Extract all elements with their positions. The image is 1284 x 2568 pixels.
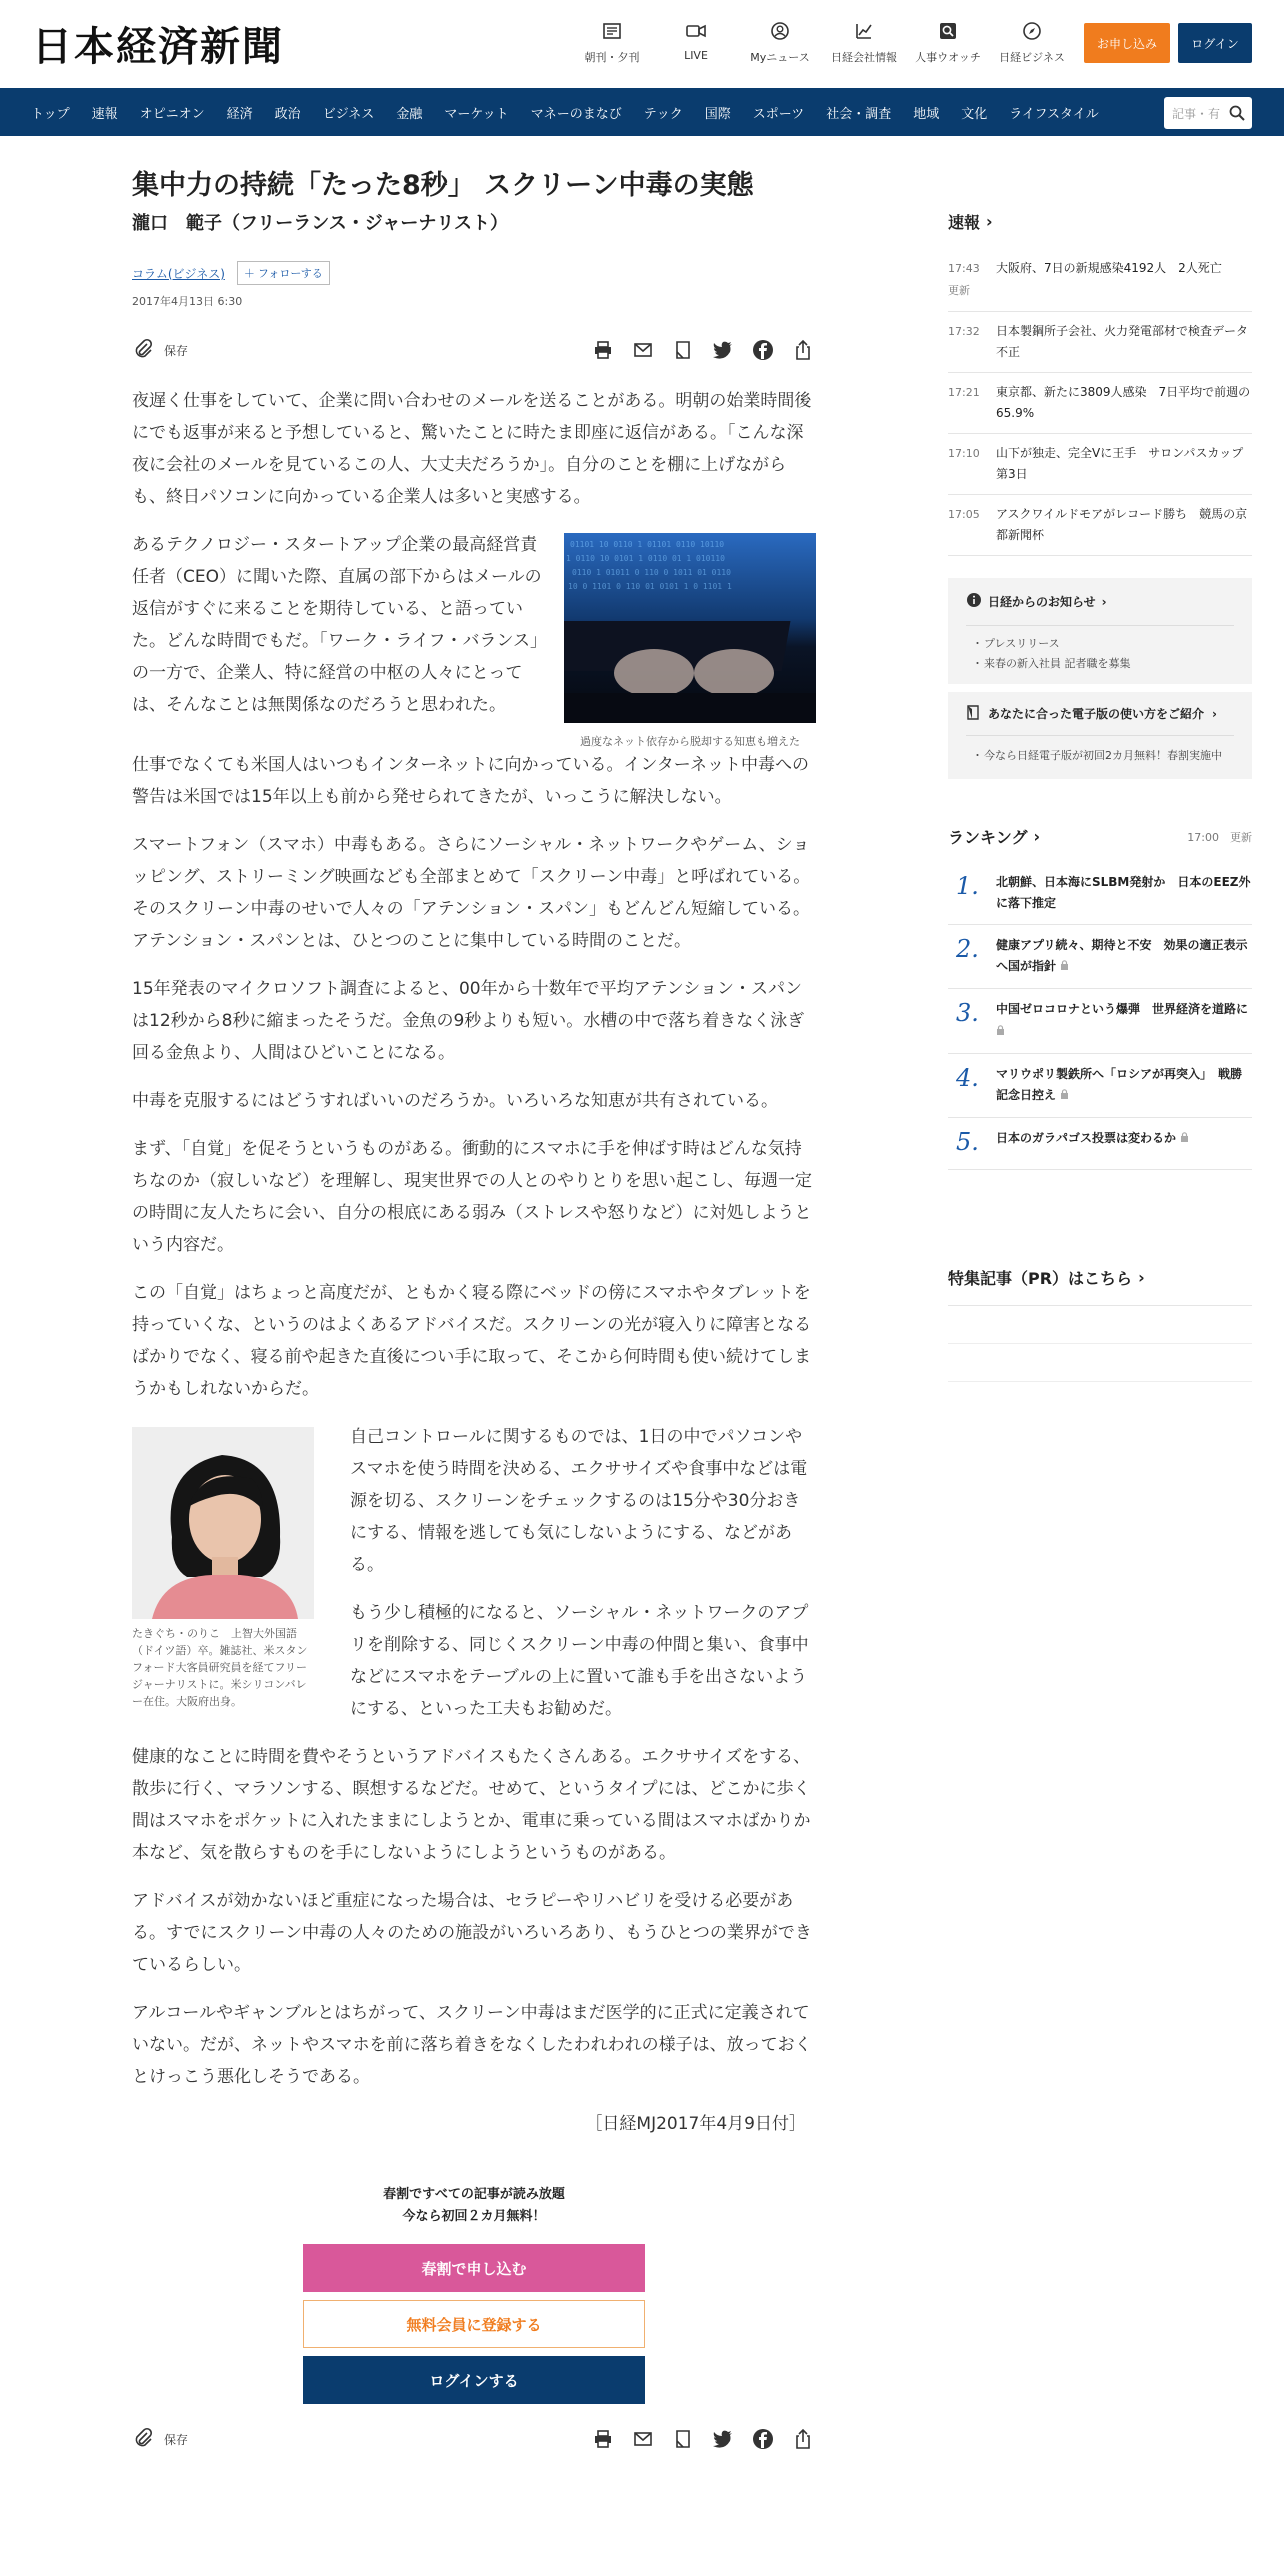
svg-text:1 0110 10 0101 1 0110 01 1 010: 1 0110 10 0101 1 0110 01 1 010110 bbox=[566, 554, 725, 564]
apply-button[interactable]: お申し込み bbox=[1084, 23, 1170, 63]
ranking-number: 1. bbox=[956, 872, 979, 900]
search-icon bbox=[935, 18, 961, 44]
ranking-list bbox=[948, 862, 1252, 1170]
twitter-icon[interactable] bbox=[710, 2426, 736, 2452]
breaking-news-list bbox=[948, 249, 1252, 556]
header-link-label: 朝刊・夕刊 bbox=[584, 51, 640, 64]
paperclip-icon bbox=[132, 338, 154, 363]
header-link-paper[interactable] bbox=[570, 18, 654, 65]
share-icon[interactable] bbox=[790, 337, 816, 363]
lock-icon bbox=[996, 1027, 1005, 1038]
keyboard-photo bbox=[564, 533, 816, 723]
chevron-right-icon: › bbox=[986, 212, 993, 231]
ranking-title-text: 健康アプリ続々、期待と不安 効果の適正表示へ国が指針 bbox=[996, 938, 1248, 973]
header-link-label: LIVE bbox=[684, 49, 708, 62]
author-profile bbox=[132, 1427, 314, 1710]
article-figure bbox=[564, 533, 816, 749]
news-time-value: 17:32 bbox=[948, 325, 980, 338]
news-item[interactable] bbox=[948, 434, 1252, 495]
nav-item[interactable]: 地域 bbox=[913, 106, 940, 122]
ranking-number: 3. bbox=[956, 999, 979, 1027]
news-time bbox=[948, 258, 996, 302]
ranking-title-item[interactable] bbox=[996, 999, 1252, 1043]
article-source: ［日経MJ2017年4月9日付］ bbox=[585, 2114, 806, 2135]
pr-head[interactable] bbox=[948, 1266, 1252, 1306]
svg-text:10 0 1101 0 110 01 0101 1 0 11: 10 0 1101 0 110 01 0101 1 0 1101 1 bbox=[568, 582, 732, 592]
nav-item[interactable]: オピニオン bbox=[139, 106, 205, 122]
header-link-business[interactable] bbox=[990, 18, 1074, 65]
paperclip-icon bbox=[132, 2427, 154, 2452]
article-paragraph: 健康的なことに時間を費やそうというアドバイスもたくさんある。エクササイズをする、散歩に行く、マラソンする、瞑想するなどだ。せめて、というタイプには、どこかに歩く間はスマホをポケットに入れたままにしようとか、電車に乗っている間はスマホばかりか本など、気を散らすものを手にしないようにしようというものがある。 bbox=[132, 1747, 811, 1864]
article-paragraph: アドバイスが効かないほど重症になった場合は、セラピーやリハビリを受ける必要がある。すでにスクリーン中毒の人々のための施設がいろいろあり、もうひとつの業界ができているらしい。 bbox=[132, 1891, 812, 1976]
article-paragraph: 中毒を克服するにはどうすればいいのだろうか。いろいろな知恵が共有されている。 bbox=[132, 1091, 778, 1112]
header-link-company[interactable] bbox=[822, 18, 906, 65]
ranking-title-item[interactable] bbox=[996, 935, 1252, 978]
pr-section bbox=[948, 1266, 1252, 1382]
mail-icon[interactable] bbox=[630, 337, 656, 363]
ranking-head[interactable] bbox=[948, 825, 1040, 848]
news-time bbox=[948, 504, 996, 546]
ranking-item[interactable] bbox=[948, 1118, 1252, 1170]
news-item[interactable] bbox=[948, 495, 1252, 556]
nav-items bbox=[0, 88, 1284, 136]
video-camera-icon bbox=[683, 18, 709, 44]
article-title: 集中力の持続「たった8秒」 スクリーン中毒の実態 bbox=[132, 170, 754, 201]
article-paragraph: もう少し積極的になると、ソーシャル・ネットワークのアプリを削除する、同じくスクリーン中毒の仲間と集い、食事中などにスマホをテーブルの上に置いて誰も手を出さないようにする、といった工夫もお勧めだ。 bbox=[350, 1603, 809, 1720]
article-paragraph: まず、「自覚」を促そうというものがある。衝動的にスマホに手を伸ばす時はどんな気持ちなのか（寂しいなど）を理解し、現実世界での人とのやりとりを思い起こし、毎週一定の時間に友人たちに会い、自分の根底にある弱み（ストレスや怒りなど）に対処しようという内容だ。 bbox=[132, 1139, 812, 1256]
header-link-live[interactable] bbox=[654, 18, 738, 65]
ranking-item[interactable] bbox=[948, 1054, 1252, 1118]
nav-item[interactable]: ビジネス bbox=[322, 106, 375, 122]
header-icon-links bbox=[570, 18, 1074, 65]
breaking-news-title: 速報 bbox=[948, 213, 981, 232]
article-author: 瀧口 範子（フリーランス・ジャーナリスト） bbox=[132, 213, 509, 235]
ranking-update-time: 17:00 更新 bbox=[1187, 830, 1252, 844]
ranking-title-text: 北朝鮮、日本海にSLBM発射か 日本のEEZ外に落下推定 bbox=[996, 875, 1251, 910]
article-paragraph: アルコールやギャンブルとはちがって、スクリーン中毒はまだ医学的に正式に定義されていない。だが、ネットやスマホを前に落ち着きをなくしたわれわれの様子は、放っておくとけっこう悪化しそうである。 bbox=[132, 2003, 812, 2088]
nav-item[interactable]: 政治 bbox=[274, 106, 301, 122]
ranking-item[interactable] bbox=[948, 862, 1252, 925]
ranking-title-text: マリウポリ製鉄所へ「ロシアが再突入」 戦勝記念日控え bbox=[996, 1067, 1243, 1102]
header-link-label: 日経会社情報 bbox=[831, 51, 897, 64]
figure-caption: 過度なネット依存から脱却する知恵も増えた bbox=[580, 735, 800, 749]
share-toolbar-bottom bbox=[132, 2426, 816, 2452]
facebook-icon[interactable] bbox=[750, 337, 776, 363]
search-input[interactable] bbox=[1164, 97, 1252, 129]
follow-label: フォローする bbox=[257, 267, 323, 281]
news-time-value: 17:21 bbox=[948, 386, 980, 399]
news-title[interactable]: アスクワイルドモアがレコード勝ち 競馬の京都新聞杯 bbox=[996, 507, 1248, 542]
nav-item[interactable]: 社会・調査 bbox=[826, 106, 892, 122]
ranking-title-item[interactable] bbox=[996, 1128, 1252, 1159]
article-paragraph: 15年発表のマイクロソフト調査によると、00年から十数年で平均アテンション・スパンは12秒から8秒に縮まったそうだ。金魚の9秒よりも短い。水槽の中で落ち着きなく泳ぎ回る金魚より、人間はひどいことになる。 bbox=[132, 979, 805, 1064]
news-item[interactable] bbox=[948, 373, 1252, 434]
ranking-number: 5. bbox=[956, 1128, 979, 1156]
ranking-header bbox=[948, 825, 1252, 848]
guide-title: あなたに合った電子版の使い方をご紹介 bbox=[988, 707, 1205, 721]
news-time bbox=[948, 321, 996, 363]
news-time-value: 17:05 bbox=[948, 508, 980, 521]
search-icon[interactable] bbox=[1228, 104, 1246, 125]
register-button[interactable]: 無料会員に登録する bbox=[303, 2300, 645, 2348]
news-time-value: 17:43 bbox=[948, 262, 980, 275]
site-logo[interactable]: 日本経済新聞 bbox=[32, 22, 284, 70]
chevron-right-icon: › bbox=[1033, 827, 1041, 846]
plus-icon: ＋ bbox=[243, 267, 255, 281]
pr-placeholder bbox=[948, 1306, 1252, 1344]
news-time bbox=[948, 443, 996, 485]
nav-item[interactable]: テック bbox=[643, 106, 683, 122]
article-paragraph: スマートフォン（スマホ）中毒もある。さらにソーシャル・ネットワークやゲーム、ショッピング、ストリーミング映画なども全部まとめて「スクリーン中毒」と呼ばれている。そのスクリーン中毒のせいで人々の「アテンション・スパン」もどんどん短縮している。アテンション・スパンとは、ひとつのことに集中している時間のことだ。 bbox=[132, 835, 811, 952]
header-link-personnel[interactable] bbox=[906, 18, 990, 65]
compass-icon bbox=[1019, 18, 1045, 44]
news-title[interactable]: 日本製鋼所子会社、火力発電部材で検査データ不正 bbox=[996, 324, 1249, 359]
main-nav bbox=[0, 88, 1284, 136]
author-photo bbox=[132, 1427, 314, 1619]
nav-item[interactable]: 速報 bbox=[91, 106, 118, 122]
header-link-label: Myニュース bbox=[750, 51, 810, 64]
nav-item[interactable]: 国際 bbox=[704, 106, 731, 122]
save-button[interactable] bbox=[132, 338, 188, 363]
nav-item[interactable]: ライフスタイル bbox=[1009, 106, 1099, 122]
nav-item[interactable]: マーケット bbox=[444, 106, 509, 122]
news-updated-label: 更新 bbox=[948, 284, 970, 297]
notice-title: 日経からのお知らせ bbox=[988, 595, 1096, 609]
notice-item[interactable]: ・ プレスリリース bbox=[966, 634, 1234, 654]
lock-icon bbox=[1056, 962, 1068, 973]
pr-title: 特集記事（PR）はこちら bbox=[948, 1269, 1133, 1288]
svg-text:0110 1 01011 0 110 0 1011 01 0: 0110 1 01011 0 110 0 1011 01 0110 bbox=[572, 568, 731, 578]
article-paragraph: あるテクノロジー・スタートアップ企業の最高経営責任者（CEO）に聞いた際、直属の部下からはメールの返信がすぐに来ることを期待している、と語っていた。どんな時間でもだ。「ワーク・ライフ・バランス」の一方で、企業人、特に経営の中枢の人々にとっては、そんなことは無関係なのだろうと思われた。 bbox=[132, 535, 542, 716]
share-icons bbox=[590, 337, 816, 363]
article bbox=[132, 168, 816, 2452]
news-item[interactable] bbox=[948, 249, 1252, 312]
site-header bbox=[0, 0, 1284, 88]
login-button[interactable]: ログイン bbox=[1178, 23, 1252, 63]
subscribe-button[interactable]: 春割で申し込む bbox=[303, 2244, 645, 2292]
share-icons bbox=[590, 2426, 816, 2452]
ranking-item[interactable] bbox=[948, 925, 1252, 989]
chevron-right-icon: › bbox=[1138, 1268, 1145, 1287]
article-meta bbox=[132, 261, 816, 285]
news-time bbox=[948, 382, 996, 424]
guide-item[interactable]: ・ 今なら日経電子版が初回2カ月無料！春割実施中 bbox=[966, 746, 1234, 765]
share-icon[interactable] bbox=[790, 2426, 816, 2452]
save-label: 保存 bbox=[164, 343, 189, 358]
header-link-label: 日経ビジネス bbox=[999, 51, 1065, 64]
share-toolbar-top bbox=[132, 337, 816, 363]
ranking-number: 2. bbox=[956, 935, 979, 963]
article-date: 2017年4月13日 6:30 bbox=[132, 295, 243, 309]
ranking-section bbox=[948, 825, 1252, 1170]
guide-box bbox=[948, 692, 1252, 779]
notice-box bbox=[948, 578, 1252, 684]
header-link-mynews[interactable] bbox=[738, 18, 822, 65]
info-icon bbox=[966, 592, 982, 611]
chart-icon bbox=[851, 18, 877, 44]
nav-item[interactable]: マネーのまなび bbox=[530, 106, 622, 122]
ranking-title-item[interactable] bbox=[996, 872, 1252, 914]
facebook-icon[interactable] bbox=[750, 2426, 776, 2452]
nav-item[interactable]: 文化 bbox=[961, 106, 988, 122]
ranking-title: ランキング bbox=[948, 828, 1028, 847]
article-paragraph: 夜遅く仕事をしていて、企業に問い合わせのメールを送ることがある。明朝の始業時間後にでも返事が来ると予想していると、驚いたことに時たま即座に返信がある。「こんな深夜に会社のメールを見ているこの人、大丈夫だろうか」。自分のことを棚に上げながらも、終日パソコンに向かっている企業人は多いと実感する。 bbox=[132, 391, 812, 508]
header-link-label: 人事ウオッチ bbox=[915, 51, 981, 64]
ranking-number: 4. bbox=[956, 1064, 979, 1092]
lock-icon bbox=[1176, 1134, 1188, 1145]
guide-head[interactable] bbox=[966, 704, 1234, 723]
article-paragraph: 仕事でなくても米国人はいつもインターネットに向かっている。インターネット中毒への警告は米国では15年以上も前から発せられてきたが、いっこうに解決しない。 bbox=[132, 755, 809, 808]
news-time-value: 17:10 bbox=[948, 447, 980, 460]
search-placeholder: 記事・有 bbox=[1172, 106, 1221, 121]
ranking-title-item[interactable] bbox=[996, 1064, 1252, 1107]
cta-text-1: 春割ですべての記事が読み放題 bbox=[383, 2187, 565, 2203]
print-icon[interactable] bbox=[590, 2426, 616, 2452]
mail-icon[interactable] bbox=[630, 2426, 656, 2452]
sidebar bbox=[948, 210, 1252, 1382]
ranking-item[interactable] bbox=[948, 989, 1252, 1054]
memo-icon[interactable] bbox=[670, 2426, 696, 2452]
chevron-right-icon: › bbox=[1101, 594, 1107, 609]
author-bio: たきぐち・のりこ 上智大外国語（ドイツ語）卒。雑誌社、米スタンフォード大客員研究員を経てフリージャーナリストに。米シリコンバレー在住。大阪府出身。 bbox=[132, 1627, 308, 1709]
save-label: 保存 bbox=[164, 2432, 189, 2447]
news-title[interactable]: 山下が独走、完全Vに王手 サロンパスカップ第3日 bbox=[996, 446, 1244, 481]
newspaper-icon bbox=[599, 18, 625, 44]
article-paragraph: この「自覚」はちょっと高度だが、ともかく寝る際にベッドの傍にスマホやタブレットを持っていくな、というのはよくあるアドバイスだ。スクリーンの光が寝入りに障害となるばかりでなく、寝る前や起きた直後につい手に取って、そこから何時間も使い続けてしまうかもしれないからだ。 bbox=[132, 1283, 812, 1400]
news-title[interactable]: 大阪府、7日の新規感染4192人 2人死亡 bbox=[996, 261, 1222, 275]
chevron-right-icon: › bbox=[1212, 706, 1217, 721]
subscription-cta bbox=[132, 2184, 816, 2404]
notice-item[interactable]: ・ 来春の新入社員 記者職を募集 bbox=[966, 654, 1234, 674]
article-body bbox=[132, 385, 816, 2134]
nav-item[interactable]: トップ bbox=[31, 106, 70, 122]
memo-icon[interactable] bbox=[670, 337, 696, 363]
pr-placeholder bbox=[948, 1344, 1252, 1382]
book-icon bbox=[966, 704, 980, 723]
news-title[interactable]: 東京都、新たに3809人感染 7日平均で前週の65.9% bbox=[996, 385, 1251, 420]
cta-text-2: 今なら初回２カ月無料！ bbox=[402, 2209, 546, 2225]
ranking-title-text: 中国ゼロコロナという爆弾 世界経済を道路に bbox=[996, 1002, 1249, 1016]
news-item[interactable] bbox=[948, 312, 1252, 373]
breaking-news-head[interactable] bbox=[948, 210, 1252, 233]
print-icon[interactable] bbox=[590, 337, 616, 363]
cta-login-button[interactable]: ログインする bbox=[303, 2356, 645, 2404]
ranking-title-text: 日本のガラパゴス投票は変わるか bbox=[996, 1131, 1177, 1145]
svg-text:01101 10 0110 1 01101 0110 101: 01101 10 0110 1 01101 0110 10110 bbox=[570, 540, 725, 550]
nav-item[interactable]: 経済 bbox=[226, 106, 253, 122]
save-button[interactable] bbox=[132, 2427, 188, 2452]
nav-item[interactable]: 金融 bbox=[396, 106, 423, 122]
lock-icon bbox=[1056, 1091, 1068, 1102]
twitter-icon[interactable] bbox=[710, 337, 736, 363]
column-link[interactable]: コラム(ビジネス) bbox=[132, 266, 225, 281]
article-paragraph: 自己コントロールに関するものでは、1日の中でパソコンやスマホを使う時間を決める、エクササイズや食事中などは電源を切る、スクリーンをチェックするのは15分や30分おきにする、情報を逃しても気にしないようにする、などがある。 bbox=[350, 1427, 808, 1576]
follow-button[interactable] bbox=[237, 261, 330, 285]
notice-head[interactable] bbox=[966, 592, 1234, 611]
user-icon bbox=[767, 18, 793, 44]
nav-item[interactable]: スポーツ bbox=[752, 106, 805, 122]
